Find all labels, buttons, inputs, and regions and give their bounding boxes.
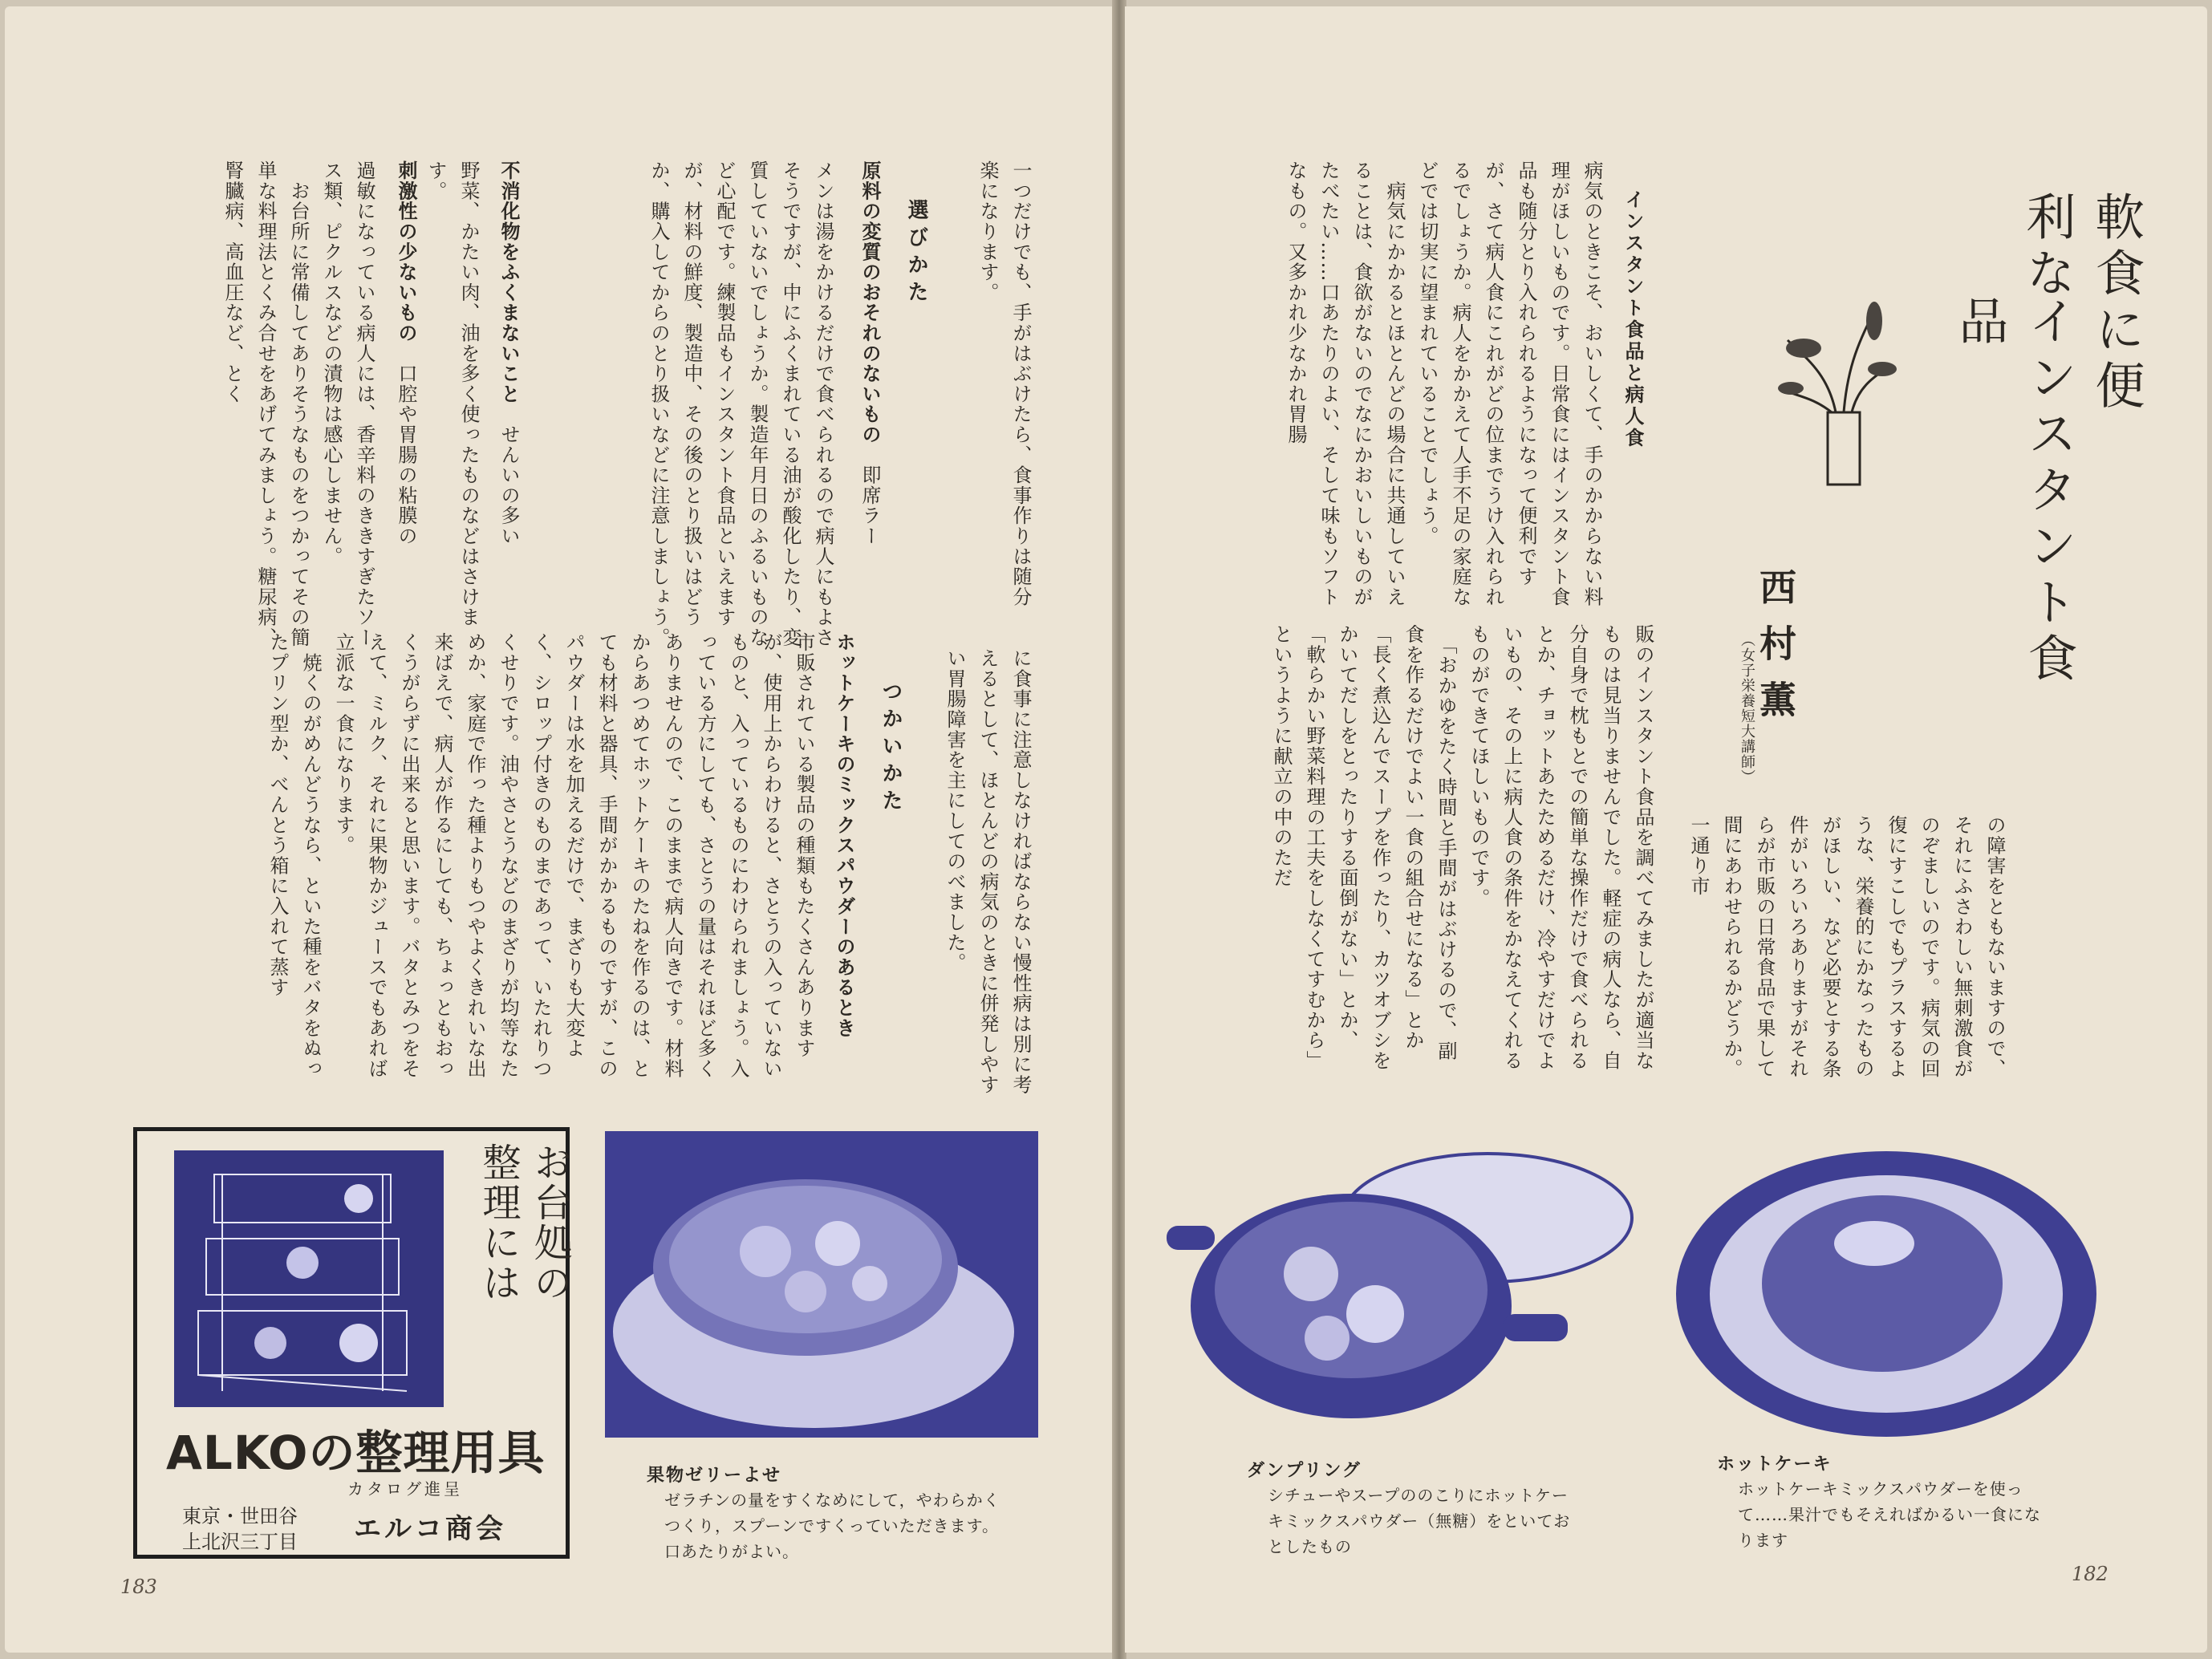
- dumpling-caption: シチューやスープののこりにホットケーキミックスパウダー（無糖）をといておとしたもの: [1268, 1486, 1571, 1556]
- left-col-stimulus: 過敏になっている病人には、香辛料のききすぎたソース類、ピクルスなどの漬物は感心しません。 お台所に常備してありそうなものをつかってその簡単な料理法とくみ合せをあげてみましょう。糖尿病、腎臓病、高血圧など、とく: [221, 160, 375, 648]
- right-col-2: の障害をともないますので、それにふさわしい無刺激食がのぞましいのです。病気の回復にすこしでもプラスするような、栄養的にかなったものがほしい、など必要とする条件がいろいろありますがそれらが市販の日常食品で果して間にあわせられるかどうか。一通り市: [1687, 815, 2006, 1079]
- left-page: [5, 6, 1114, 1653]
- ad-address-line1: 東京・世田谷: [182, 1505, 298, 1527]
- lead-stimulus-tail: 口腔や胃腸の粘膜の: [395, 363, 417, 546]
- lead-raw-tail: 即席ラー: [858, 464, 881, 546]
- author-name: 西村薫: [1754, 568, 1797, 736]
- left-col-stimulus-lead: [384, 160, 422, 650]
- lead-stimulus: 刺激性の少ないもの: [395, 160, 417, 343]
- ad-slogan-line2: 整理には: [476, 1142, 521, 1303]
- casserole-icon: [1167, 1130, 1648, 1434]
- article-title-line1: 軟食に便利な: [2018, 191, 2145, 416]
- flower-illustration: [1772, 292, 1900, 493]
- lead-hotcake: ホットケーキのミックスパウダーのあるとき: [833, 632, 855, 1038]
- hotcake-plate-icon: [1674, 1147, 2099, 1441]
- dish-rack-icon: [174, 1150, 444, 1407]
- left-col-hotcake-lead: [823, 632, 860, 1081]
- heading-choose: 選びかた: [904, 199, 928, 308]
- author-affiliation: （女子栄養短大講師）: [1739, 632, 1755, 785]
- ad-rack-photo: [174, 1150, 444, 1407]
- ad-slogan: [473, 1142, 575, 1303]
- lead-raw: 原料の変質のおそれのないもの: [858, 160, 881, 445]
- ad-company: エルコ商会: [354, 1513, 506, 1545]
- ad-address-line2: 上北沢三丁目: [182, 1531, 298, 1553]
- article-title-line2: インスタント食品: [1950, 295, 2078, 688]
- lead-indigestible: 不消化物をふくまないこと: [497, 160, 520, 404]
- hotcake-caption: ホットケーキミックスパウダーを使って……果汁でもそえればかるい一食になります: [1738, 1479, 2041, 1550]
- dumpling-photo: [1167, 1130, 1648, 1434]
- right-page: [1125, 6, 2207, 1653]
- ad-address: [182, 1503, 298, 1555]
- right-col-1: 病気のときこそ、おいしくて、手のかからない料理がほしいものです。日常食にはインスタント食品も随分とり入れられるようになって便利ですが、さて病人食にこれがどの位までうけ入れられるでしょうか。病人をかかえて人手不足の家庭などでは切実に望まれていることでしょう。 病気にかかるとほとんどの場合に共通していえることは、食欲がないのでなにかおいしいものがたべたい……口あたりのよい、そして味もソフトなもの。又多かれ少なかれ胃腸: [1285, 160, 1603, 607]
- hotcake-caption-title: ホットケーキ: [1717, 1454, 1833, 1474]
- fruit-jelly-caption-title: 果物ゼリーよせ: [647, 1466, 782, 1486]
- ad-slogan-line1: お台処の: [527, 1142, 572, 1303]
- right-col-3: 販のインスタント食品を調べてみましたが適当なものは見当りませんでした。軽症の病人なら、自分自身で枕もとでの簡単な操作だけで食べられるとか、チョットあたためるだけ、冷やすだけでよいもの、その上に病人食の条件をかなえてくれるものができてほしいものです。 「おかゆをたく時間と手間がはぶけるので、副食を作るだけでよい一食の組合せになる」とか「長く煮込んでスープを作ったり、カツオブシをかいてだしをとったりする面倒がない」とか、「軟らかい野菜料理の工夫をしなくてすむから」というように献立の中のただ: [1270, 624, 1654, 1071]
- fruit-jelly-photo: [605, 1131, 1038, 1438]
- hotcake-photo: [1674, 1147, 2099, 1441]
- fruit-jelly-caption: ゼラチンの量をすくなめにして，やわらかくつくり，スプーンですくっていただきます。口あたりがよい。: [664, 1491, 1000, 1561]
- page-number-right: 182: [2072, 1563, 2109, 1585]
- flower-vase-icon: [1772, 292, 1900, 493]
- heading-use: つかいかた: [879, 680, 903, 817]
- alko-advertisement: [133, 1127, 570, 1559]
- lead-indigestible-tail: せんいの多い: [497, 424, 520, 546]
- left-col-indigestible-lead: [486, 160, 525, 650]
- section-heading: インスタント食品と病人食: [1621, 189, 1644, 449]
- dumpling-caption-title: ダンプリング: [1247, 1461, 1362, 1481]
- ad-brand: ALKOの整理用具: [166, 1426, 546, 1480]
- left-col-1: 一つだけでも、手がはぶけたら、食事作りは随分楽になります。: [976, 160, 1032, 607]
- left-col-hotcake: 市販されている製品の種類もたくさんありますが、使用上からわけると、さとうの入っていないものと、入っているものにわけられましょう。入っている方にしても、さとうの量はそれほど多くありませんので、このままで病人向きです。材料からあつめてホットケーキのたねを作るのは、とても材料と器具、手間がかかるものですが、このパウダーは水を加えるだけで、まざりも大変よく、シロップ付きのものまであって、いたれりつくせりです。油やさとうなどのまざりが均等なためか、家庭で作った種よりもつやよくきれいな出来ばえで、病人が作るにしても、ちょっともおっくうがらずに出来ると思います。バタとみつをそえて、ミルク、それに果物かジュースでもあれば立派な一食になります。 焼くのがめんどうなら、といた種をバタをぬったプリン型か、べんとう箱に入れて蒸す: [266, 632, 815, 1079]
- page-number-left: 183: [120, 1576, 157, 1598]
- left-col-raw-lead: [847, 160, 886, 650]
- left-col-raw: メンは湯をかけるだけで食べられるので病人にもよさそうですが、中にふくまれている油が酸化したり、変質していないでしょうか。製造年月日のふるいものなど心配です。練製品もインスタント食品といえますが、材料の鮮度、製造中、その後のとり扱いはどうか、購入してからのとり扱いなどに注意しましょう。: [647, 160, 834, 648]
- left-col-indigestible: 野菜、かたい肉、油を多く使ったものなどはさけます。: [424, 160, 480, 627]
- ad-catalog: カタログ進呈: [347, 1479, 463, 1499]
- left-col-2: に食事に注意しなければならない慢性病は別に考えるとして、ほとんどの病気のときに併発しやすい胃腸障害を主にしてのべました。: [944, 648, 1032, 1095]
- jelly-bowl-icon: [605, 1131, 1038, 1438]
